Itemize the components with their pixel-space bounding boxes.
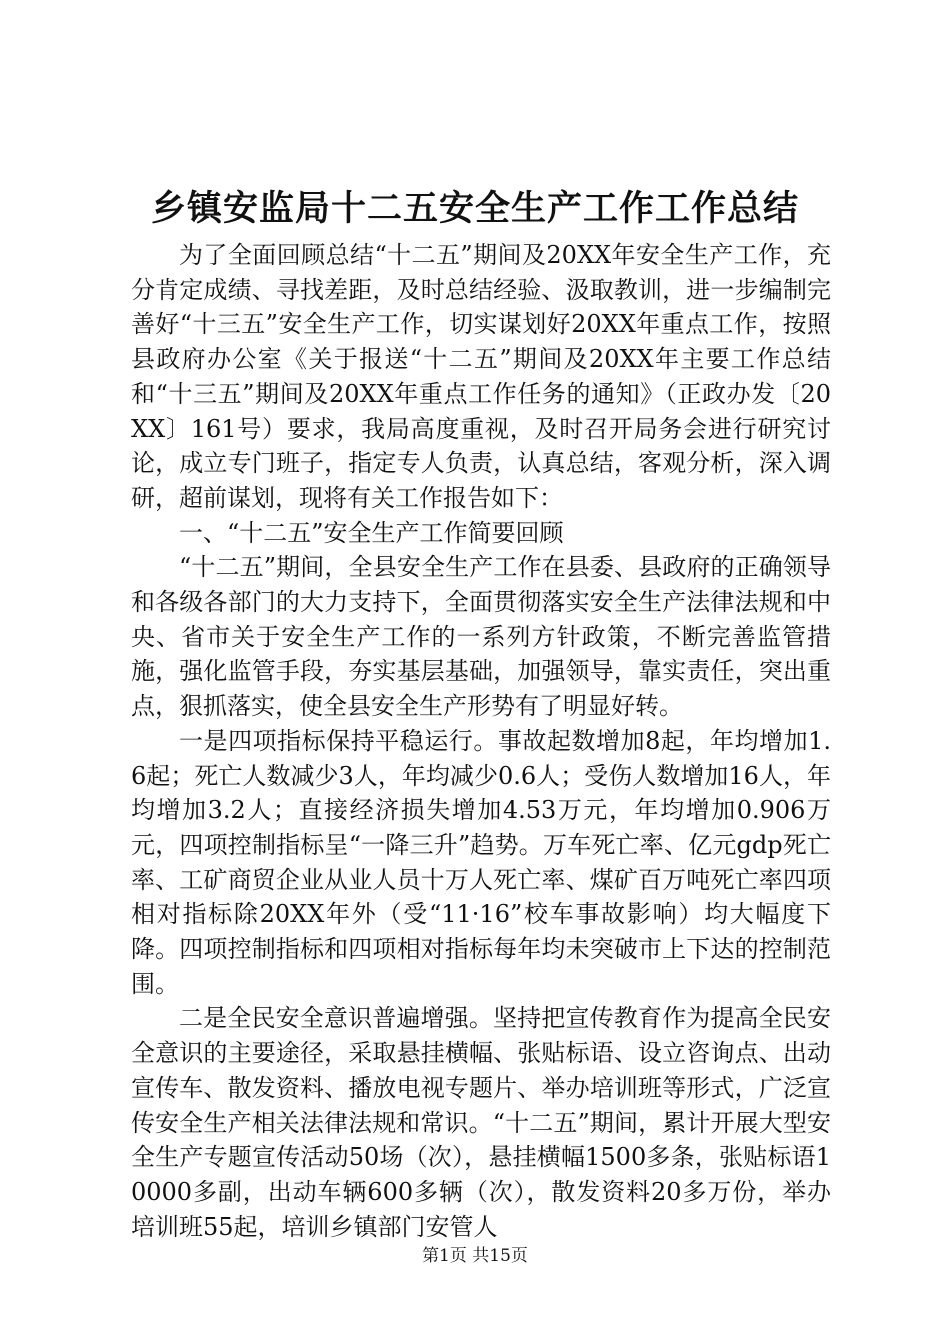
page-number-footer: 第1页 共15页 xyxy=(422,1246,528,1266)
document-body xyxy=(131,238,831,1244)
section-heading: 一、“十二五”安全生产工作简要回顾 xyxy=(179,518,564,547)
overview-paragraph: “十二五”期间，全县安全生产工作在县委、县政府的正确领导和各级各部门的大力支持下，全面贯彻落实安全生产法律法规和中央、省市关于安全生产工作的一系列方针政策，不断完善监管措施，强化监管手段，夯实基层基础，加强领导，靠实责任，突出重点，狠抓落实，使全县安全生产形势有了明显好转。 xyxy=(131,553,831,721)
awareness-paragraph: 二是全民安全意识普遍增强。坚持把宣传教育作为提高全民安全意识的主要途径，采取悬挂横幅、张贴标语、设立咨询点、出动宣传车、散发资料、播放电视专题片、举办培训班等形式，广泛宣传安全生产相关法律法规和常识。“十二五”期间，累计开展大型安全生产专题宣传活动50场（次），悬挂横幅1500多条，张贴标语10000多副，出动车辆600多辆（次），散发资料20多万份，举办培训班55起，培训乡镇部门安管人 xyxy=(131,1004,831,1241)
indicators-paragraph: 一是四项指标保持平稳运行。事故起数增加8起，年均增加1.6起；死亡人数减少3人，年均减少0.6人；受伤人数增加16人，年均增加3.2人；直接经济损失增加4.53万元，年均增加0.906万元，四项控制指标呈“一降三升”趋势。万车死亡率、亿元gdp死亡率、工矿商贸企业从业人员十万人死亡率、煤矿百万吨死亡率四项相对指标除20XX年外（受“11·16”校车事故影响）均大幅度下降。四项控制指标和四项相对指标每年均未突破市上下达的控制范围。 xyxy=(131,726,831,998)
intro-paragraph: 为了全面回顾总结“十二五”期间及20XX年安全生产工作，充分肯定成绩、寻找差距，及时总结经验、汲取教训，进一步编制完善好“十三五”安全生产工作，切实谋划好20XX年重点工作，按照县政府办公室《关于报送“十二五”期间及20XX年主要工作总结和“十三五”期间及20XX年重点工作任务的通知》（正政办发〔20XX〕161号）要求，我局高度重视，及时召开局务会进行研究讨论，成立专门班子，指定专人负责，认真总结，客观分析，深入调研，超前谋划，现将有关工作报告如下： xyxy=(131,241,831,512)
document-title: 乡镇安监局十二五安全生产工作工作总结 xyxy=(150,188,799,229)
